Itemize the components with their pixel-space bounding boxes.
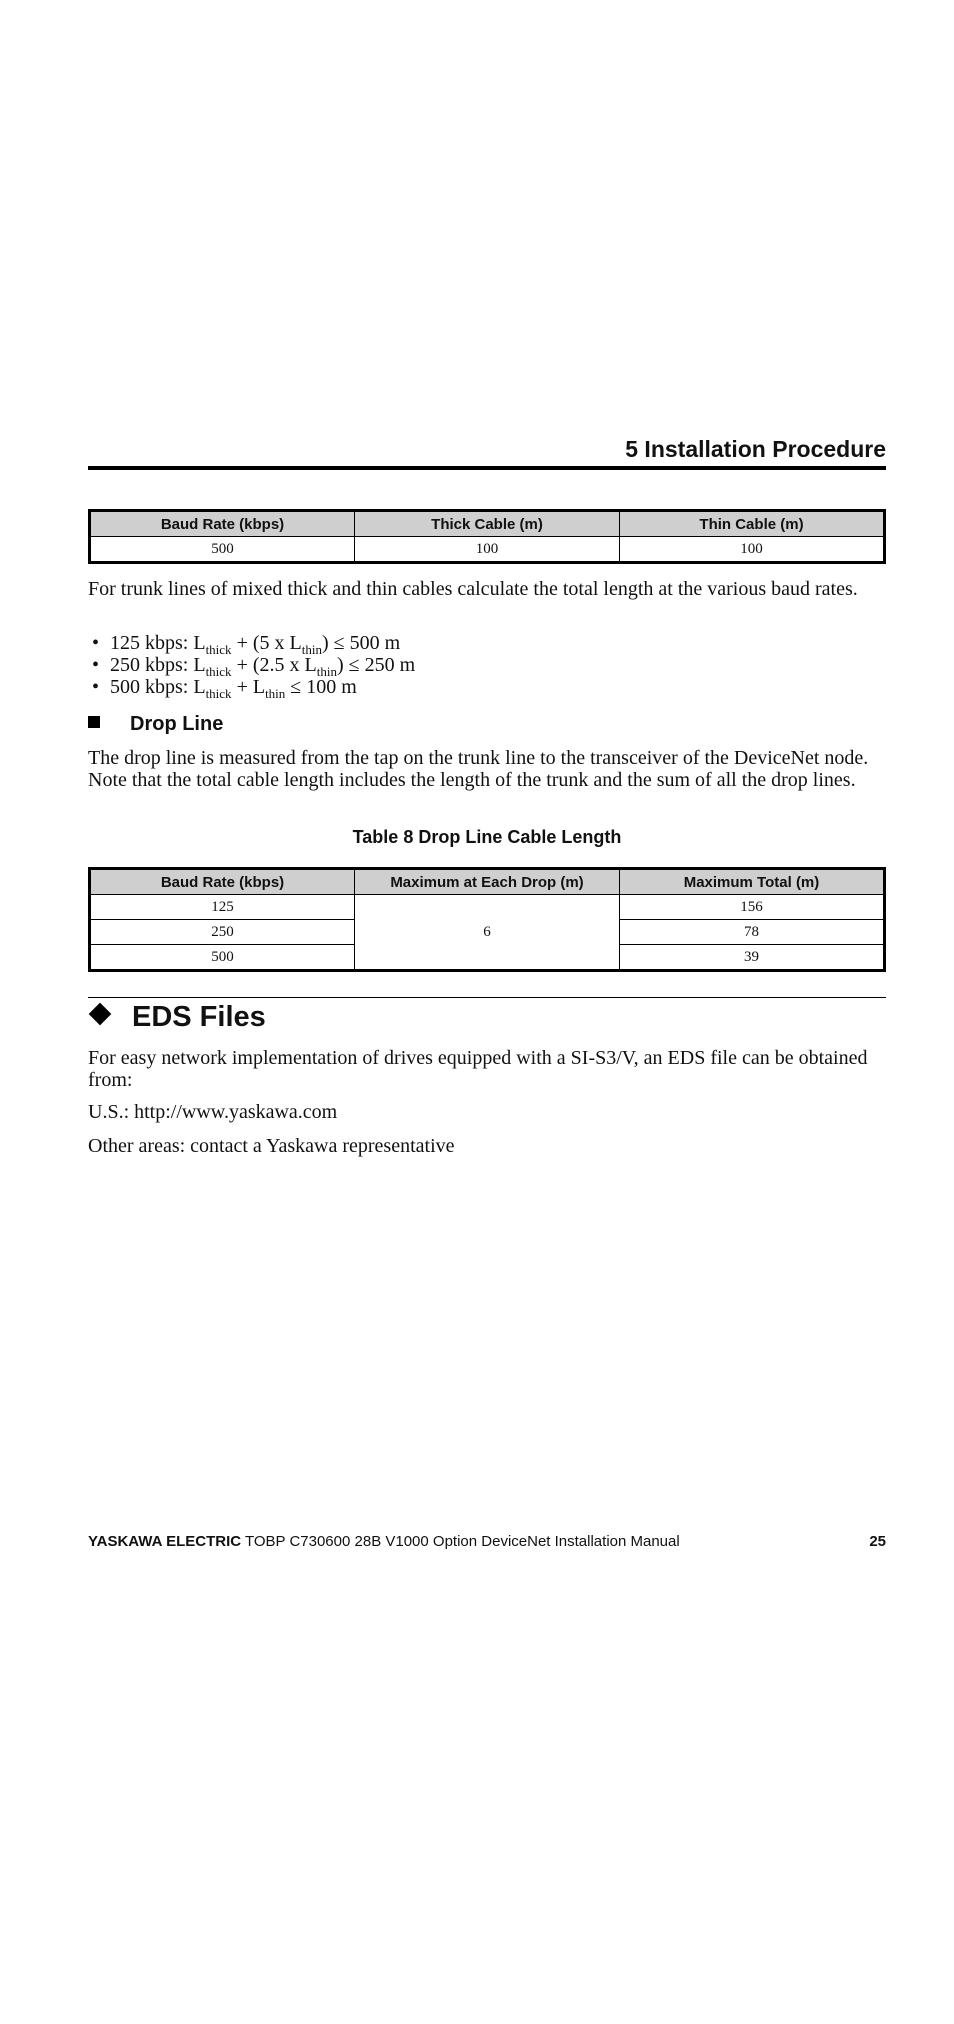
eds-heading: EDS Files bbox=[88, 1001, 266, 1034]
column-header: Thin Cable (m) bbox=[620, 511, 885, 537]
list-item: • 500 kbps: $L_{thick} + L_{thin} \le 100$ m bbox=[88, 676, 415, 698]
column-header: Maximum at Each Drop (m) bbox=[355, 869, 620, 895]
section-title: 5 Installation Procedure bbox=[625, 436, 886, 462]
column-header: Thick Cable (m) bbox=[355, 511, 620, 537]
column-header: Maximum Total (m) bbox=[620, 869, 885, 895]
table-cell: 6 bbox=[355, 895, 620, 971]
footer-manual-title: TOBP C730600 28B V1000 Option DeviceNet Installation Manual bbox=[244, 1533, 680, 1550]
table-row bbox=[90, 537, 885, 563]
column-header: Baud Rate (kbps) bbox=[90, 869, 355, 895]
table-cell: 100 bbox=[355, 537, 620, 563]
trunk-length-table bbox=[88, 509, 886, 564]
table-cell: 500 bbox=[90, 537, 355, 563]
table-cell: 100 bbox=[620, 537, 885, 563]
page-footer bbox=[88, 1533, 886, 1550]
footer-brand: YASKAWA ELECTRIC bbox=[88, 1533, 242, 1550]
other-contact: Other areas: contact a Yaskawa representative bbox=[88, 1135, 455, 1157]
table-cell: 500 bbox=[90, 945, 355, 971]
diamond-bullet-icon bbox=[89, 1003, 112, 1026]
us-contact: U.S.: http://www.yaskawa.com bbox=[88, 1101, 338, 1123]
list-item: • 250 kbps: $L_{thick} + (2.5$ x $L_{thin}) \le 250$ m bbox=[88, 654, 415, 676]
drop-line-table bbox=[88, 867, 886, 972]
table-caption: Table 8 Drop Line Cable Length bbox=[352, 827, 622, 847]
page-number: 25 bbox=[869, 1533, 886, 1550]
square-bullet-icon bbox=[88, 716, 100, 728]
column-header: Baud Rate (kbps) bbox=[90, 511, 355, 537]
table-cell: 78 bbox=[620, 920, 885, 945]
list-item: • 125 kbps: $L_{thick} + (5$ x $L_{thin}) \le 500$ m bbox=[88, 632, 415, 654]
section-divider bbox=[88, 466, 886, 470]
table-cell: 250 bbox=[90, 920, 355, 945]
mixed-cable-paragraph: For trunk lines of mixed thick and thin cables calculate the total length at the various baud rates. bbox=[88, 578, 858, 600]
drop-line-paragraph: The drop line is measured from the tap on the trunk line to the transceiver of the DeviceNet node. Note that the total cable length includes the length of the trunk and the sum of all the drop lines. bbox=[88, 747, 869, 791]
eds-paragraph: For easy network implementation of drives equipped with a SI-S3/V, an EDS file can be obtained from: bbox=[88, 1047, 868, 1091]
table-row bbox=[90, 895, 885, 920]
table-cell: 156 bbox=[620, 895, 885, 920]
table-cell: 125 bbox=[90, 895, 355, 920]
table-cell: 39 bbox=[620, 945, 885, 971]
formula-list bbox=[88, 632, 416, 701]
eds-divider bbox=[88, 997, 886, 998]
drop-line-heading: Drop Line bbox=[88, 713, 223, 736]
